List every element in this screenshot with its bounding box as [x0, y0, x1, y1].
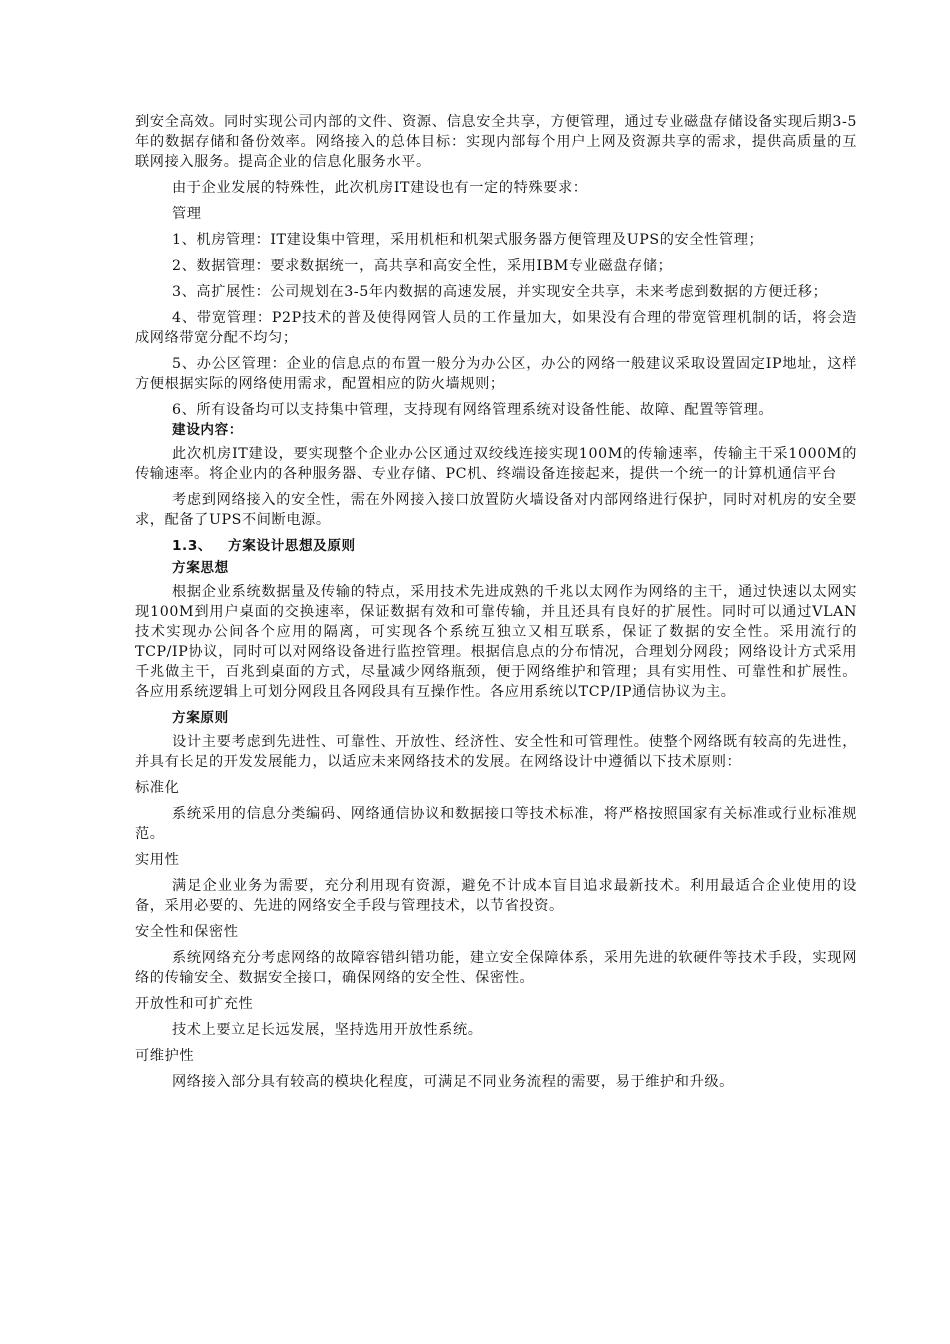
management-item-1: 1、机房管理：IT建设集中管理，采用机柜和机架式服务器方便管理及UPS的安全性管理；: [172, 232, 764, 248]
management-item-4: 4、带宽管理：P2P技术的普及使得网管人员的工作量加大，如果没有合理的带宽管理机制的话，将会造成网络带宽分配不均匀；: [135, 310, 857, 346]
section-heading: [172, 536, 857, 556]
design-idea-heading: 方案思想: [172, 560, 229, 576]
build-paragraph-2: 考虑到网络接入的安全性，需在外网接入接口放置防火墙设备对内部网络进行保护，同时对机房的安全要求，配备了UPS不间断电源。: [135, 492, 857, 528]
special-requirements-paragraph: 由于企业发展的特殊性，此次机房IT建设也有一定的特殊要求：: [172, 180, 588, 196]
principle-openness-body: 技术上要立足长远发展，坚持选用开放性系统。: [172, 1022, 483, 1038]
build-paragraph-1: 此次机房IT建设，要实现整个企业办公区通过双绞线连接实现100M的传输速率，传输主干采1000M的传输速率。将企业内的各种服务器、专业存储、PC机、终端设备连接起来，提供一个统一的计算机通信平台: [135, 446, 857, 482]
management-item-5: 5、办公区管理：企业的信息点的布置一般分为办公区，办公的网络一般建议采取设置固定IP地址，这样方便根据实际的网络使用需求，配置相应的防火墙规则；: [135, 356, 857, 392]
section-number: 1.3、: [172, 538, 213, 554]
management-item-3: 3、高扩展性：公司规划在3-5年内数据的高速发展，并实现安全共享，未来考虑到数据的方便迁移；: [172, 284, 828, 300]
principle-maintainability-title: 可维护性: [135, 1048, 195, 1064]
section-title: 方案设计思想及原则: [228, 538, 356, 554]
principle-security-title: 安全性和保密性: [135, 924, 239, 940]
management-item-6: 6、所有设备均可以支持集中管理，支持现有网络管理系统对设备性能、故障、配置等管理。: [172, 402, 774, 418]
build-content-heading: 建设内容：: [172, 422, 243, 438]
principle-openness-title: 开放性和可扩充性: [135, 996, 254, 1012]
management-label: 管理: [172, 206, 202, 222]
principle-practicality-body: 满足企业业务为需要，充分利用现有资源，避免不计成本盲目追求最新技术。利用最适合企业使用的设备，采用必要的、先进的网络安全手段与管理技术，以节省投资。: [135, 878, 857, 914]
document-page: [135, 112, 857, 1098]
management-item-2: 2、数据管理：要求数据统一，高共享和高安全性，采用IBM专业磁盘存储；: [172, 258, 673, 274]
design-principle-heading: 方案原则: [172, 710, 229, 726]
principle-maintainability-body: 网络接入部分具有较高的模块化程度，可满足不同业务流程的需要，易于维护和升级。: [172, 1074, 734, 1090]
principle-standardization-body: 系统采用的信息分类编码、网络通信协议和数据接口等技术标准，将严格按照国家有关标准或行业标准规范。: [135, 806, 857, 842]
principle-standardization-title: 标准化: [135, 780, 180, 796]
principle-security-body: 系统网络充分考虑网络的故障容错纠错功能，建立安全保障体系，采用先进的软硬件等技术手段，实现网络的传输安全、数据安全接口，确保网络的安全性、保密性。: [135, 950, 857, 986]
principle-practicality-title: 实用性: [135, 852, 180, 868]
design-principle-paragraph: 设计主要考虑到先进性、可靠性、开放性、经济性、安全性和可管理性。使整个网络既有较高的先进性，并具有长足的开发发展能力，以适应未来网络技术的发展。在网络设计中遵循以下技术原则：: [135, 734, 857, 770]
design-idea-paragraph: 根据企业系统数据量及传输的特点，采用技术先进成熟的千兆以太网作为网络的主干，通过快速以太网实现100M到用户桌面的交换速率，保证数据有效和可靠传输，并且还具有良好的扩展性。同时可以通过VLAN技术实现办公间各个应用的隔离，可实现各个系统互独立又相互联系，保证了数据的安全性。采用流行的TCP/IP协议，同时可以对网络设备进行监控管理。根据信息点的分布情况，合理划分网段；网络设计方式采用千兆做主干，百兆到桌面的方式，尽量减少网络瓶颈，便于网络维护和管理；具有实用性、可靠性和扩展性。各应用系统逻辑上可划分网段且各网段具有互操作性。各应用系统以TCP/IP通信协议为主。: [135, 584, 857, 700]
intro-paragraph: 到安全高效。同时实现公司内部的文件、资源、信息安全共享，方便管理，通过专业磁盘存储设备实现后期3-5年的数据存储和备份效率。网络接入的总体目标：实现内部每个用户上网及资源共享的需求，提供高质量的互联网接入服务。提高企业的信息化服务水平。: [135, 114, 857, 170]
